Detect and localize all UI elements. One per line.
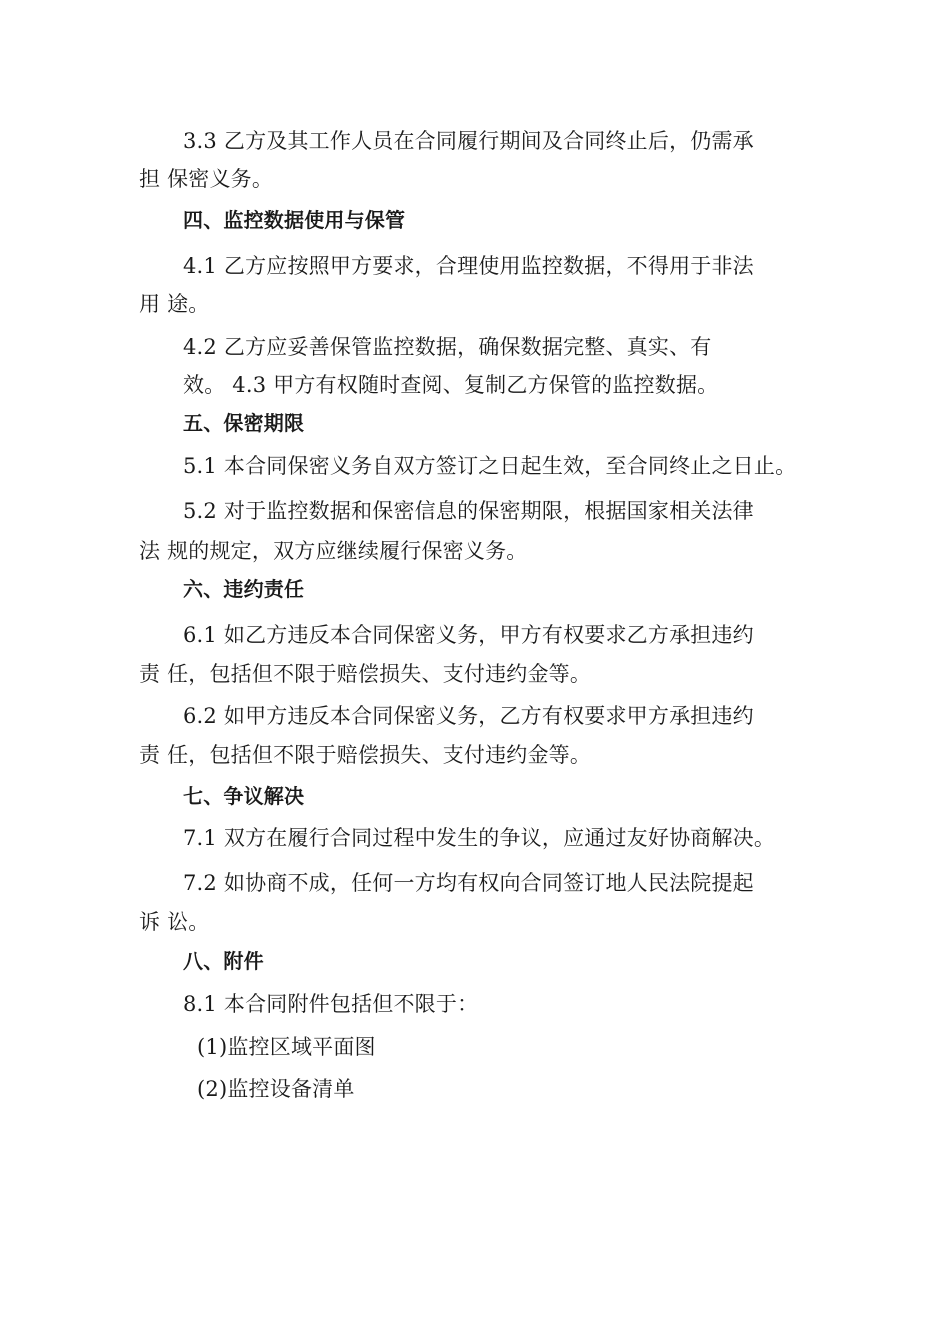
clause-7-2-line-2: 诉 讼。 xyxy=(139,910,210,934)
attachment-item-1: (1)监控区域平面图 xyxy=(197,1035,376,1059)
section-6-heading: 六、违约责任 xyxy=(183,577,305,601)
clause-7-2-line-1: 7.2 如协商不成，任何一方均有权向合同签订地人民法院提起 xyxy=(183,871,754,895)
clause-4-2-4-3-line: 效。 4.3 甲方有权随时查阅、复制乙方保管的监控数据。 xyxy=(183,373,719,397)
clause-6-2-line-2: 责 任，包括但不限于赔偿损失、支付违约金等。 xyxy=(139,743,592,767)
section-7-heading: 七、争议解决 xyxy=(183,784,305,808)
clause-6-1-line-2: 责 任，包括但不限于赔偿损失、支付违约金等。 xyxy=(139,662,592,686)
clause-3-3-line-2: 担 保密义务。 xyxy=(139,167,274,191)
clause-8-1-line: 8.1 本合同附件包括但不限于： xyxy=(183,992,479,1016)
clause-4-1-line-1: 4.1 乙方应按照甲方要求，合理使用监控数据，不得用于非法 xyxy=(183,254,754,278)
section-4-heading: 四、监控数据使用与保管 xyxy=(183,208,406,232)
clause-4-1-line-2: 用 途。 xyxy=(139,292,210,316)
clause-4-2-line-1: 4.2 乙方应妥善保管监控数据，确保数据完整、真实、有 xyxy=(183,335,712,359)
clause-5-1-line: 5.1 本合同保密义务自双方签订之日起生效，至合同终止之日止。 xyxy=(183,454,797,478)
clause-6-1-line-1: 6.1 如乙方违反本合同保密义务，甲方有权要求乙方承担违约 xyxy=(183,623,754,647)
clause-6-2-line-1: 6.2 如甲方违反本合同保密义务，乙方有权要求甲方承担违约 xyxy=(183,704,754,728)
clause-5-2-line-1: 5.2 对于监控数据和保密信息的保密期限，根据国家相关法律 xyxy=(183,499,754,523)
section-8-heading: 八、附件 xyxy=(183,949,264,973)
clause-5-2-line-2: 法 规的规定，双方应继续履行保密义务。 xyxy=(139,539,528,563)
section-5-heading: 五、保密期限 xyxy=(183,411,305,435)
attachment-item-2: (2)监控设备清单 xyxy=(197,1077,355,1101)
clause-7-1-line: 7.1 双方在履行合同过程中发生的争议，应通过友好协商解决。 xyxy=(183,826,776,850)
clause-3-3-line-1: 3.3 乙方及其工作人员在合同履行期间及合同终止后，仍需承 xyxy=(183,129,754,153)
